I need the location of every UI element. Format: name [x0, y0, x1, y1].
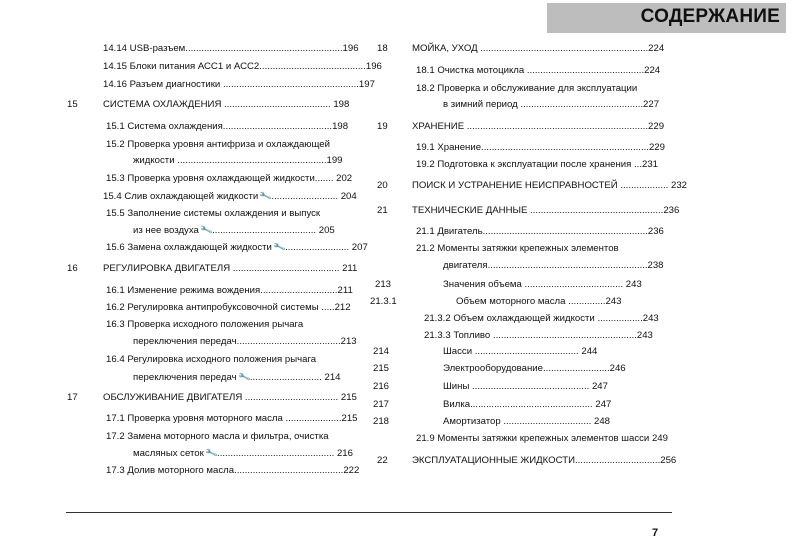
toc-entry-21-3-2[interactable]: 21.3.2 Объем охлаждающей жидкости .................243 — [424, 313, 659, 324]
toc-entry-17-2-label: масляных сеток — [133, 448, 204, 459]
toc-entry-21-4[interactable]: Шасси ....................................... 244 — [443, 346, 598, 357]
toc-entry-21-7[interactable]: Вилка.............................................. 247 — [443, 399, 612, 410]
toc-entry-16-3[interactable]: 16.3 Проверка исходного положения рычага — [106, 319, 304, 330]
toc-section-22[interactable]: ЭКСПЛУАТАЦИОННЫЕ ЖИДКОСТИ................................256 — [412, 455, 677, 466]
section-number-18: 18 — [377, 43, 388, 54]
toc-entry-18-2-cont[interactable]: в зимний период ..............................................227 — [443, 99, 660, 110]
page-number: 7 — [652, 527, 659, 539]
section-number-19: 19 — [377, 121, 388, 132]
section-number-21-8: 218 — [373, 416, 390, 427]
toc-entry-16-4-label: переключения передач — [133, 372, 237, 383]
toc-entry-19-1[interactable]: 19.1 Хранение...............................................................229 — [416, 142, 665, 153]
toc-section-17[interactable]: ОБСЛУЖИВАНИЕ ДВИГАТЕЛЯ ................................... 215 — [103, 392, 357, 403]
toc-entry-21-2-cont[interactable]: двигателя............................................................238 — [443, 260, 664, 271]
toc-entry-15-5-page: ....................................... 205 — [212, 225, 335, 236]
section-number-21: 21 — [377, 205, 388, 216]
header-bar — [547, 3, 786, 33]
toc-entry-17-1[interactable]: 17.1 Проверка уровня моторного масла .....................215 — [106, 413, 358, 424]
toc-entry-15-1[interactable]: 15.1 Система охлаждения.........................................198 — [106, 121, 349, 132]
toc-entry-17-3[interactable]: 17.3 Долив моторного масла.........................................222 — [106, 465, 360, 476]
footer-divider — [66, 512, 672, 513]
toc-entry-17-2[interactable]: 17.2 Замена моторного масла и фильтра, очистка — [106, 431, 329, 442]
toc-entry-16-4-cont[interactable] — [133, 371, 341, 384]
toc-entry-21-8[interactable]: Амортизатор ................................. 248 — [443, 416, 610, 427]
section-number-21-6: 216 — [373, 381, 390, 392]
toc-entry-21-5[interactable]: Электрооборудование.........................246 — [443, 363, 626, 374]
toc-entry-14-14[interactable]: 14.14 USB-разъем...........................................................196 — [103, 43, 359, 54]
toc-entry-16-4-page: ........................... 214 — [249, 372, 341, 383]
wrench-icon: 🔧 — [204, 446, 219, 460]
toc-section-15[interactable]: СИСТЕМА ОХЛАЖДЕНИЯ ........................................ 198 — [103, 99, 350, 110]
section-number-21-3-1: 21.3.1 — [370, 296, 397, 307]
page-title: СОДЕРЖАНИЕ — [640, 6, 780, 27]
wrench-icon: 🔧 — [258, 189, 273, 203]
toc-entry-15-5-cont[interactable] — [133, 224, 335, 237]
wrench-icon: 🔧 — [237, 370, 252, 384]
toc-entry-21-3-1[interactable]: Объем моторного масла ..............243 — [456, 296, 622, 307]
toc-entry-21-1[interactable]: 21.1 Двигатель..............................................................236 — [416, 226, 664, 237]
toc-entry-21-3[interactable]: Значения объема ..................................... 243 — [443, 279, 642, 290]
toc-entry-15-2-cont[interactable]: жидкости ........................................................199 — [133, 155, 343, 166]
toc-section-20[interactable]: ПОИСК И УСТРАНЕНИЕ НЕИСПРАВНОСТЕЙ .................. 232 — [412, 180, 688, 191]
toc-entry-21-2[interactable]: 21.2 Моменты затяжки крепежных элементов — [416, 243, 619, 254]
toc-entry-15-5-label: из нее воздуха — [133, 225, 199, 236]
toc-entry-21-9[interactable]: 21.9 Моменты затяжки крепежных элементов шасси 249 — [416, 433, 668, 444]
section-number-21-5: 215 — [373, 363, 390, 374]
toc-entry-21-3-3[interactable]: 21.3.3 Топливо ......................................................243 — [424, 330, 653, 341]
toc-entry-15-6[interactable] — [106, 241, 368, 254]
toc-entry-15-6-page: ........................ 207 — [285, 242, 368, 253]
section-number-22: 22 — [377, 455, 388, 466]
section-number-21-4: 214 — [373, 346, 390, 357]
toc-entry-19-2[interactable]: 19.2 Подготовка к эксплуатации после хранения ...231 — [416, 159, 659, 170]
section-number-21-3: 213 — [375, 279, 392, 290]
toc-entry-18-1[interactable]: 18.1 Очистка мотоцикла ............................................224 — [416, 65, 661, 76]
toc-entry-17-2-page: ............................................ 216 — [217, 448, 353, 459]
toc-entry-16-2[interactable]: 16.2 Регулировка антипробуксовочной системы .....212 — [106, 302, 351, 313]
toc-entry-14-16[interactable]: 14.16 Разъем диагностики ...................................................197 — [103, 79, 375, 90]
toc-entry-15-4[interactable] — [103, 190, 357, 203]
toc-entry-14-15[interactable]: 14.15 Блоки питания АСС1 и АСС2........................................196 — [103, 61, 382, 72]
toc-entry-15-4-page: ......................... 204 — [271, 191, 357, 202]
toc-entry-16-3-cont[interactable]: переключения передач.......................................213 — [133, 336, 357, 347]
section-number-21-7: 217 — [373, 399, 390, 410]
toc-entry-15-2[interactable]: 15.2 Проверка уровня антифриза и охлаждающей — [106, 139, 330, 150]
toc-entry-17-2-cont[interactable] — [133, 447, 353, 460]
wrench-icon: 🔧 — [199, 223, 214, 237]
toc-section-16[interactable]: РЕГУЛИРОВКА ДВИГАТЕЛЯ ........................................ 211 — [103, 263, 358, 274]
toc-entry-15-6-label: 15.6 Замена охлаждающей жидкости — [106, 242, 272, 253]
toc-entry-15-3[interactable]: 15.3 Проверка уровня охлаждающей жидкости....... 202 — [106, 173, 353, 184]
section-number-15: 15 — [67, 99, 78, 110]
toc-entry-16-1[interactable]: 16.1 Изменение режима вождения.............................211 — [106, 285, 353, 296]
section-number-16: 16 — [67, 263, 78, 274]
toc-section-18[interactable]: МОЙКА, УХОД ...............................................................224 — [412, 43, 665, 54]
toc-entry-21-6[interactable]: Шины ............................................ 247 — [443, 381, 608, 392]
section-number-17: 17 — [67, 392, 78, 403]
toc-entry-15-4-label: 15.4 Слив охлаждающей жидкости — [103, 191, 259, 202]
section-number-20: 20 — [377, 180, 388, 191]
toc-entry-18-2[interactable]: 18.2 Проверка и обслуживание для эксплуатации — [416, 83, 638, 94]
toc-section-19[interactable]: ХРАНЕНИЕ ....................................................................229 — [412, 121, 665, 132]
wrench-icon: 🔧 — [272, 240, 287, 254]
toc-entry-16-4[interactable]: 16.4 Регулировка исходного положения рычага — [106, 354, 317, 365]
toc-section-21[interactable]: ТЕХНИЧЕСКИЕ ДАННЫЕ ..................................................236 — [412, 205, 680, 216]
toc-entry-15-5[interactable]: 15.5 Заполнение системы охлаждения и выпуск — [106, 208, 321, 219]
